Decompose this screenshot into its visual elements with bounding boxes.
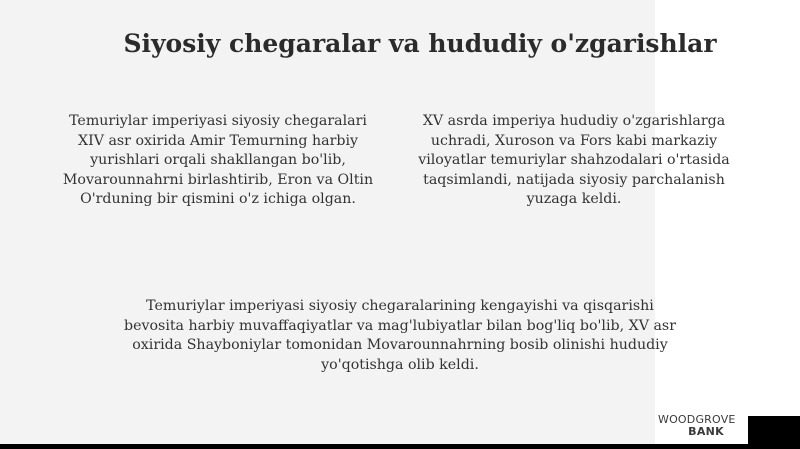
logo-line-bank: BANK bbox=[688, 425, 724, 438]
logo-black-block bbox=[748, 416, 800, 444]
paragraph-right: XV asrda imperiya hududiy o'zgarishlarga uchradi, Xuroson va Fors kabi markaziy viloyatlar temuriylar shahzodalari o'rtasida taqsimlandi, natijada siyosiy parchalanish yuzaga keldi. bbox=[418, 113, 730, 207]
slide-title: Siyosiy chegaralar va hududiy o'zgarishlar bbox=[123, 29, 717, 58]
woodgrove-bank-logo bbox=[658, 413, 736, 438]
slide-right-panel bbox=[655, 0, 800, 444]
logo-line-woodgrove: WOODGROVE bbox=[658, 413, 736, 426]
paragraph-left: Temuriylar imperiyasi siyosiy chegaralari XIV asr oxirida Amir Temurning harbiy yurishlari orqali shakllangan bo'lib, Movarounnahrni birlashtirib, Eron va Oltin O'rduning bir qismini o'z ichiga olgan. bbox=[62, 113, 374, 207]
paragraph-bottom: Temuriylar imperiyasi siyosiy chegaralarining kengayishi va qisqarishi bevosita harbiy muvaffaqiyatlar va mag'lubiyatlar bilan bog'liq bo'lib, XV asr oxirida Shayboniylar tomonidan Movarounnahrning bosib olinishi hududiy yo'qotishga olib keldi. bbox=[124, 298, 676, 373]
